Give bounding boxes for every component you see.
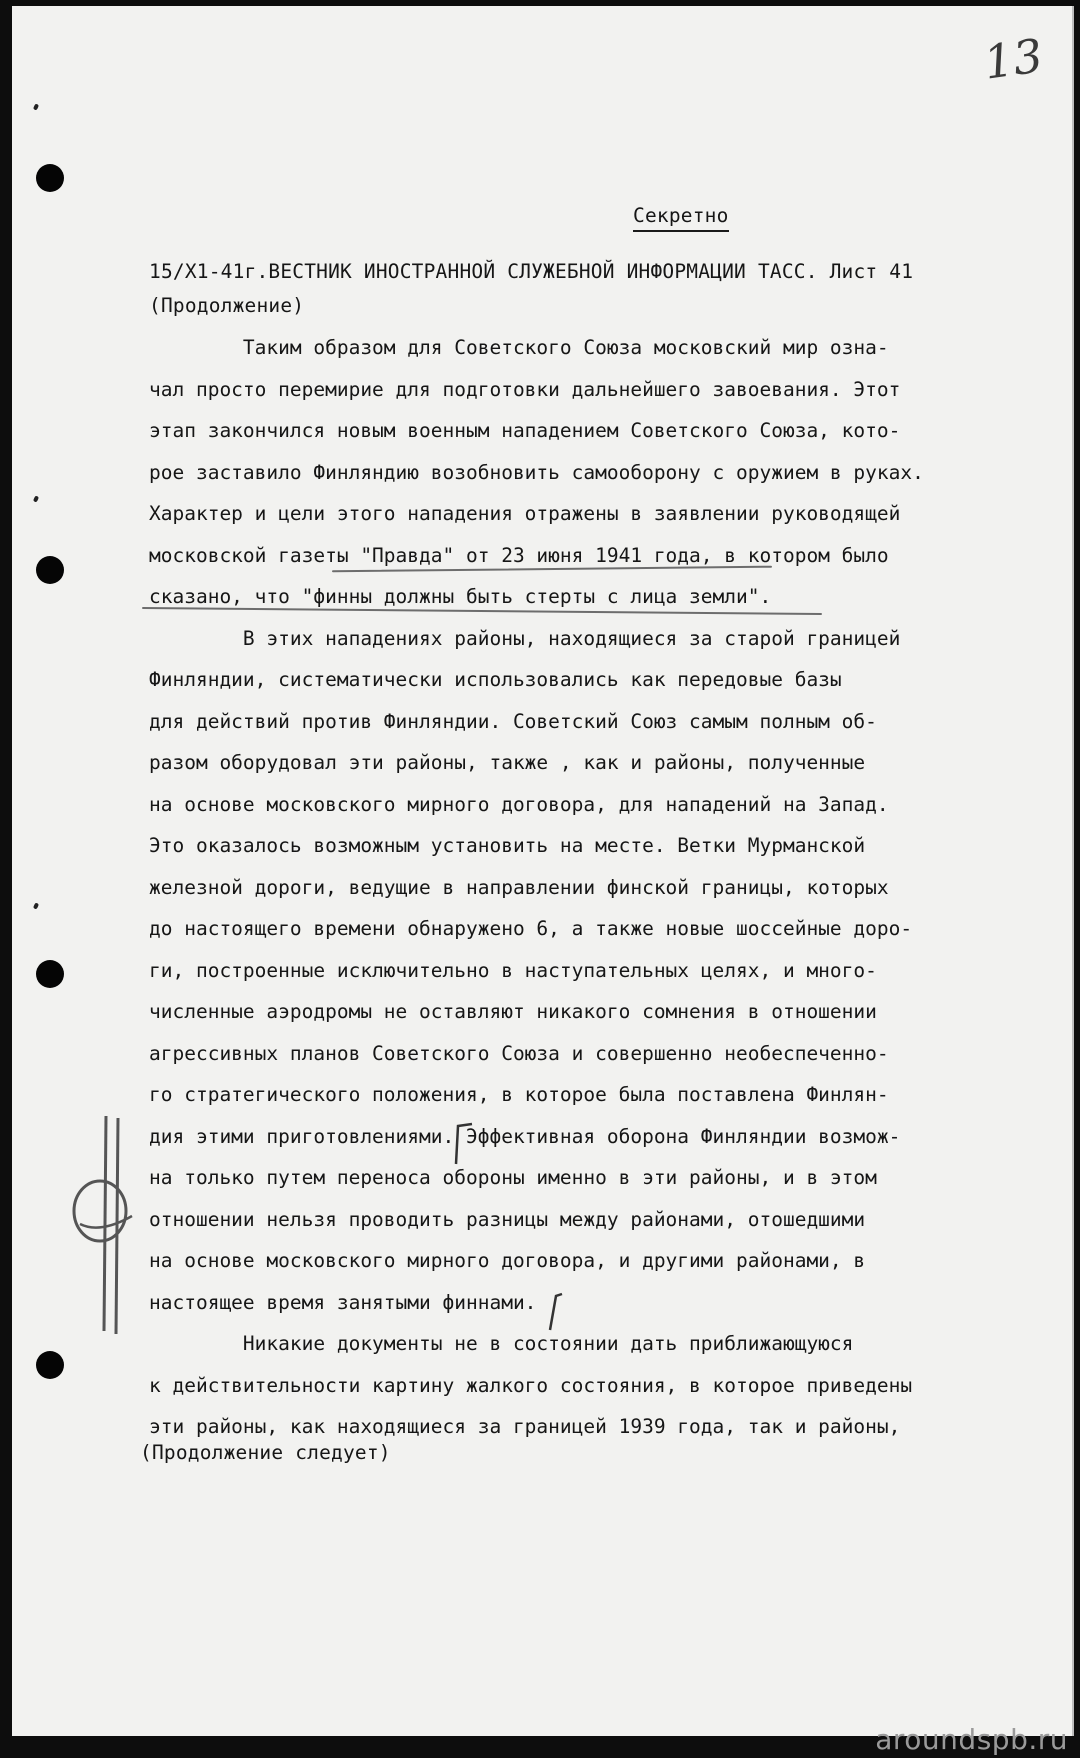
watermark: aroundspb.ru	[875, 1723, 1068, 1756]
handwritten-page-number: 13	[980, 28, 1047, 90]
text-line: го стратегического положения, в которое была поставлена Финлян-	[149, 1083, 889, 1106]
text-line: московской газеты "Правда" от 23 июня 1941 года, в котором было	[149, 544, 889, 567]
text-line: железной дороги, ведущие в направлении финской границы, которых	[149, 876, 889, 899]
classification-stamp: Секретно	[633, 204, 729, 232]
punch-hole	[36, 164, 64, 192]
text-line: этап закончился новым военным нападением Советского Союза, кото-	[149, 419, 901, 442]
text-line: Это оказалось возможным установить на месте. Ветки Мурманской	[149, 834, 866, 857]
scan-speck	[33, 902, 39, 909]
pencil-margin-mark	[70, 1106, 150, 1346]
text-line: В этих нападениях районы, находящиеся за старой границей	[149, 627, 901, 650]
punch-hole	[36, 1351, 64, 1379]
text-line: рое заставило Финляндию возобновить самооборону с оружием в руках.	[149, 461, 924, 484]
text-line: отношении нельзя проводить разницы между районами, отошедшими	[149, 1208, 866, 1231]
text-line: эти районы, как находящиеся за границей 1939 года, так и районы,	[149, 1415, 901, 1438]
text-line: сказано, что "финны должны быть стерты с лица земли".	[149, 585, 772, 608]
bracket-mark-close	[542, 1290, 566, 1334]
pencil-underline	[142, 607, 822, 615]
text-line: численные аэродромы не оставляют никакого сомнения в отношении	[149, 1000, 877, 1023]
text-line: дия этими приготовлениями. Эффективная оборона Финляндии возмож-	[149, 1125, 901, 1148]
text-line: Таким образом для Советского Союза московский мир озна-	[149, 336, 889, 359]
text-line: на только путем переноса обороны именно в эти районы, и в этом	[149, 1166, 877, 1189]
text-line: на основе московского мирного договора, для нападений на Запад.	[149, 793, 889, 816]
punch-hole	[36, 556, 64, 584]
punch-hole	[36, 960, 64, 988]
text-line: чал просто перемирие для подготовки дальнейшего завоевания. Этот	[149, 378, 901, 401]
text-line: разом оборудовал эти районы, также , как и районы, полученные	[149, 751, 866, 774]
text-line: Никакие документы не в состоянии дать приближающуюся	[149, 1332, 854, 1355]
text-line: для действий против Финляндии. Советский Союз самым полным об-	[149, 710, 877, 733]
text-line: на основе московского мирного договора, и другими районами, в	[149, 1249, 866, 1272]
bracket-mark-open	[450, 1120, 480, 1168]
text-line: Финляндии, систематически использовались как передовые базы	[149, 668, 842, 691]
text-line: Характер и цели этого нападения отражены в заявлении руководящей	[149, 502, 901, 525]
text-line: агрессивных планов Советского Союза и совершенно необеспеченно-	[149, 1042, 889, 1065]
text-line: настоящее время занятыми финнами.	[149, 1291, 537, 1314]
document-page	[12, 6, 1074, 1736]
scan-speck	[33, 103, 39, 110]
scan-speck	[33, 495, 39, 502]
text-line: до настоящего времени обнаружено 6, а также новые шоссейные доро-	[149, 917, 913, 940]
document-header: 15/Х1-41г.ВЕСТНИК ИНОСТРАННОЙ СЛУЖЕБНОЙ ИНФОРМАЦИИ ТАСС. Лист 41	[149, 260, 914, 283]
text-line: к действительности картину жалкого состояния, в которое приведены	[149, 1374, 913, 1397]
continuation-note-top: (Продолжение)	[149, 294, 305, 317]
continuation-note-bottom: (Продолжение следует)	[140, 1441, 391, 1464]
text-line: ги, построенные исключительно в наступательных целях, и много-	[149, 959, 877, 982]
